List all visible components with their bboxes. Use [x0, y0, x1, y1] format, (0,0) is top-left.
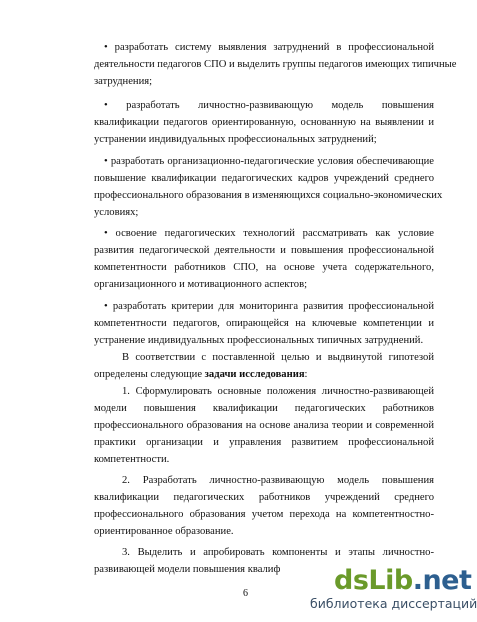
- watermark-subtitle: библиотека диссертаций: [310, 596, 477, 611]
- text-line: компетентности педагогов, опирающейся на ключевые компетенции и: [94, 318, 434, 329]
- text-line: • освоение педагогических технологий рассматривать как условие: [104, 228, 434, 239]
- text-line: организационного и мотивационного аспектов;: [94, 279, 308, 290]
- text-line: профессионального образования на основе анализа теории и современной: [94, 420, 434, 431]
- text-line: модели повышения квалификации педагогических работников: [94, 403, 434, 414]
- text-line: 3. Выделить и апробировать компоненты и этапы личностно-: [122, 547, 434, 558]
- text-line: затруднения;: [94, 76, 153, 87]
- text-line: 2. Разработать личностно-развивающую модель повышения: [122, 475, 434, 486]
- text-line: • разработать систему выявления затруднений в профессиональной: [104, 42, 434, 53]
- watermark-logo-part1: dsLib: [334, 565, 413, 596]
- bold-term: задачи исследования: [204, 369, 305, 380]
- watermark-logo: [334, 566, 471, 596]
- text-line: ориентированное образование.: [94, 526, 234, 537]
- text-line: • разработать организационно-педагогические условия обеспечивающие: [104, 156, 434, 167]
- page-number: 6: [243, 588, 248, 599]
- text-line: • разработать критерии для мониторинга развития профессиональной: [104, 301, 434, 312]
- text-fragment: определены следующие: [94, 369, 205, 380]
- text-line: профессионального образования в изменяющихся социально-экономических: [94, 190, 443, 201]
- text-line: повышение квалификации педагогических кадров учреждений среднего: [94, 173, 434, 184]
- text-line: условиях;: [94, 207, 139, 218]
- text-fragment: :: [304, 369, 308, 380]
- text-line: развивающей модели повышения квалиф: [94, 564, 281, 575]
- text-line: компетентности работников СПО, на основе учета содержательного,: [94, 262, 434, 273]
- watermark-logo-part2: .net: [412, 565, 472, 596]
- text-line: устранении индивидуальных профессиональных затруднений;: [94, 134, 377, 145]
- text-line: деятельности педагогов СПО и выделить группы педагогов имеющих типичные: [94, 59, 457, 70]
- text-line: [94, 368, 434, 381]
- text-line: практики организации и управления развитием профессиональной: [94, 437, 434, 448]
- text-line: • разработать личностно-развивающую модель повышения: [104, 100, 434, 111]
- text-line: В соответствии с поставленной целью и выдвинутой гипотезой: [122, 352, 434, 363]
- text-line: квалификации педагогических работников учреждений среднего: [94, 492, 434, 503]
- text-line: 1. Сформулировать основные положения личностно-развивающей: [122, 386, 434, 397]
- text-line: устранение индивидуальных профессиональных типичных затруднений.: [94, 335, 424, 346]
- text-line: компетентности.: [94, 454, 170, 465]
- text-line: развития педагогической деятельности и повышения профессиональной: [94, 245, 434, 256]
- text-line: профессионального образования учетом перехода на компетентностно-: [94, 509, 434, 520]
- text-line: квалификации педагогов ориентированную, основанную на выявлении и: [94, 117, 434, 128]
